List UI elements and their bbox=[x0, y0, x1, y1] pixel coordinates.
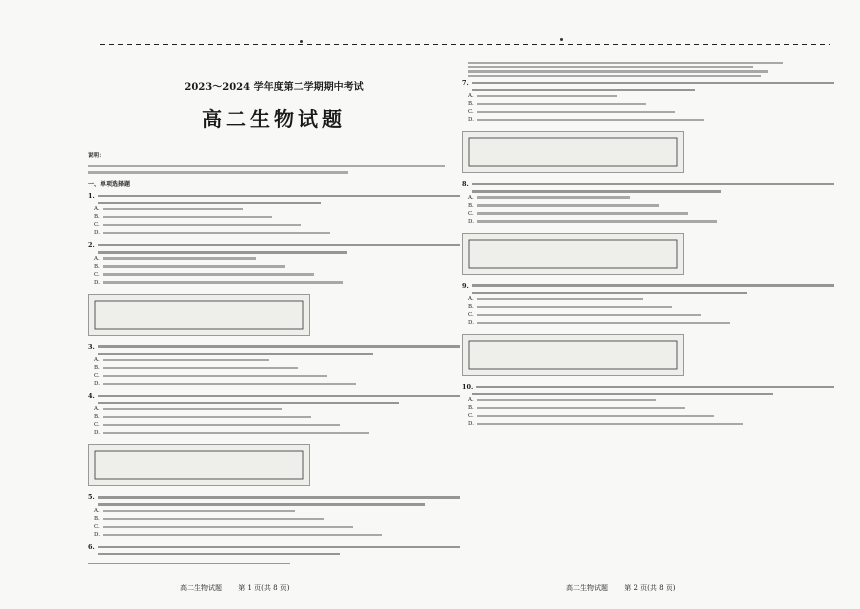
left-question-list bbox=[88, 192, 460, 555]
instructions-label: 说明： bbox=[88, 153, 105, 159]
question bbox=[88, 543, 460, 555]
option-text-unreadable bbox=[477, 212, 688, 214]
option-letter: D. bbox=[94, 531, 100, 538]
option-letter: C. bbox=[94, 271, 100, 278]
option-text-unreadable bbox=[103, 526, 353, 528]
page-title: 高二生物试题 bbox=[202, 107, 346, 131]
option-letter: D. bbox=[468, 218, 474, 225]
question-stem-unreadable bbox=[98, 244, 460, 246]
answer-option bbox=[94, 406, 460, 412]
option-text-unreadable bbox=[477, 415, 714, 417]
question-number: 3. bbox=[88, 342, 95, 351]
question bbox=[462, 180, 834, 224]
option-letter: C. bbox=[468, 413, 474, 420]
footer-right bbox=[566, 583, 690, 593]
answer-option bbox=[468, 312, 834, 318]
option-text-unreadable bbox=[477, 196, 630, 198]
school-year-header: 2023～2024 学年度第二学期期中考试 bbox=[184, 82, 364, 93]
option-text-unreadable bbox=[477, 204, 659, 206]
question-figure bbox=[462, 233, 684, 275]
option-letter: C. bbox=[468, 210, 474, 217]
answer-option bbox=[94, 256, 460, 262]
question bbox=[88, 343, 460, 387]
cell-fusion-figure bbox=[88, 563, 290, 564]
option-text-unreadable bbox=[477, 399, 656, 401]
instructions bbox=[88, 142, 460, 174]
answer-option bbox=[468, 405, 834, 411]
option-letter: A. bbox=[468, 93, 474, 100]
answer-option bbox=[468, 397, 834, 403]
option-letter: C. bbox=[468, 311, 474, 318]
option-text-unreadable bbox=[103, 383, 356, 385]
option-text-unreadable bbox=[477, 220, 717, 222]
answer-option bbox=[94, 381, 460, 387]
answer-option bbox=[468, 211, 834, 217]
option-text-unreadable bbox=[103, 510, 295, 512]
question-stem-unreadable bbox=[98, 195, 460, 197]
question bbox=[462, 383, 834, 427]
answer-option bbox=[94, 357, 460, 363]
question-figure bbox=[462, 131, 684, 173]
answer-option bbox=[468, 320, 834, 326]
option-letter: C. bbox=[468, 109, 474, 116]
answer-option bbox=[468, 117, 834, 123]
option-text-unreadable bbox=[477, 95, 617, 97]
question-stem-unreadable bbox=[98, 395, 460, 397]
answer-option bbox=[94, 532, 460, 538]
scan-speck bbox=[560, 38, 563, 41]
question bbox=[462, 282, 834, 326]
option-letter: A. bbox=[94, 507, 100, 514]
option-letter: B. bbox=[468, 405, 474, 412]
option-letter: B. bbox=[94, 214, 100, 221]
option-text-unreadable bbox=[103, 257, 256, 259]
option-text-unreadable bbox=[477, 119, 704, 121]
option-text-unreadable bbox=[477, 322, 730, 324]
question bbox=[88, 392, 460, 436]
option-letter: D. bbox=[468, 117, 474, 124]
option-letter: B. bbox=[94, 263, 100, 270]
question bbox=[88, 192, 460, 236]
option-letter: A. bbox=[468, 295, 474, 302]
footer-left bbox=[180, 583, 304, 593]
question-stem-unreadable bbox=[472, 284, 834, 286]
question-number: 7. bbox=[462, 78, 469, 87]
answer-option bbox=[94, 373, 460, 379]
option-letter: C. bbox=[94, 372, 100, 379]
answer-option bbox=[468, 101, 834, 107]
footer-subject: 高二生物试题 bbox=[180, 584, 222, 592]
question-number: 4. bbox=[88, 391, 95, 400]
top-dashed-rule bbox=[100, 44, 830, 45]
option-letter: C. bbox=[94, 422, 100, 429]
right-column bbox=[462, 60, 834, 560]
footer-subject: 高二生物试题 bbox=[566, 584, 608, 592]
option-text-unreadable bbox=[477, 111, 675, 113]
answer-option bbox=[94, 365, 460, 371]
answer-option bbox=[94, 430, 460, 436]
option-letter: B. bbox=[468, 303, 474, 310]
option-text-unreadable bbox=[103, 273, 314, 275]
question-figure bbox=[88, 444, 310, 486]
answer-option bbox=[94, 222, 460, 228]
answer-option bbox=[94, 230, 460, 236]
answer-option bbox=[94, 280, 460, 286]
option-text-unreadable bbox=[477, 423, 743, 425]
option-text-unreadable bbox=[103, 375, 327, 377]
option-text-unreadable bbox=[103, 367, 298, 369]
option-text-unreadable bbox=[103, 424, 340, 426]
answer-option bbox=[94, 206, 460, 212]
answer-option bbox=[468, 109, 834, 115]
option-letter: D. bbox=[94, 230, 100, 237]
option-letter: C. bbox=[94, 222, 100, 229]
question bbox=[88, 241, 460, 285]
footer-page-number: 第 1 页(共 8 页) bbox=[238, 584, 290, 592]
option-text-unreadable bbox=[477, 103, 646, 105]
option-text-unreadable bbox=[103, 408, 282, 410]
footer-page-number: 第 2 页(共 8 页) bbox=[624, 584, 676, 592]
answer-option bbox=[468, 296, 834, 302]
option-text-unreadable bbox=[477, 306, 672, 308]
scan-speck bbox=[300, 40, 303, 43]
question-number: 1. bbox=[88, 191, 95, 200]
option-letter: D. bbox=[94, 380, 100, 387]
answer-option bbox=[468, 203, 834, 209]
option-letter: A. bbox=[468, 194, 474, 201]
answer-option bbox=[94, 414, 460, 420]
answer-option bbox=[94, 272, 460, 278]
option-letter: B. bbox=[468, 101, 474, 108]
option-letter: B. bbox=[94, 414, 100, 421]
answer-option bbox=[94, 422, 460, 428]
question-stem-unreadable bbox=[98, 546, 460, 548]
question-number: 6. bbox=[88, 542, 95, 551]
question-stem-unreadable bbox=[98, 345, 460, 347]
option-text-unreadable bbox=[103, 518, 324, 520]
option-text-unreadable bbox=[103, 432, 369, 434]
question-figure bbox=[462, 334, 684, 376]
option-letter: B. bbox=[94, 364, 100, 371]
question-stem-unreadable bbox=[98, 496, 460, 498]
option-text-unreadable bbox=[103, 216, 272, 218]
answer-option bbox=[94, 264, 460, 270]
question-number: 9. bbox=[462, 281, 469, 290]
option-letter: D. bbox=[94, 430, 100, 437]
question-figure bbox=[88, 294, 310, 336]
option-text-unreadable bbox=[103, 232, 330, 234]
option-text-unreadable bbox=[103, 534, 382, 536]
question-number: 2. bbox=[88, 241, 95, 250]
option-letter: B. bbox=[468, 202, 474, 209]
option-text-unreadable bbox=[103, 281, 343, 283]
section-title: 一、单项选择题 bbox=[88, 180, 131, 188]
option-letter: C. bbox=[94, 523, 100, 530]
option-text-unreadable bbox=[103, 224, 301, 226]
right-question-list bbox=[462, 79, 834, 428]
option-letter: A. bbox=[94, 255, 100, 262]
question-number: 5. bbox=[88, 493, 95, 502]
option-letter: D. bbox=[468, 421, 474, 428]
answer-option bbox=[94, 524, 460, 530]
question-stem-unreadable bbox=[472, 183, 834, 185]
question bbox=[462, 79, 834, 123]
answer-option bbox=[468, 219, 834, 225]
answer-option bbox=[468, 413, 834, 419]
answer-option bbox=[468, 421, 834, 427]
option-text-unreadable bbox=[103, 359, 269, 361]
option-text-unreadable bbox=[103, 416, 311, 418]
question-stem-unreadable bbox=[472, 82, 834, 84]
option-text-unreadable bbox=[477, 298, 643, 300]
left-column bbox=[88, 64, 460, 564]
option-text-unreadable bbox=[103, 265, 285, 267]
option-letter: B. bbox=[94, 515, 100, 522]
answer-option bbox=[94, 516, 460, 522]
option-text-unreadable bbox=[477, 407, 685, 409]
option-letter: A. bbox=[94, 206, 100, 213]
answer-option bbox=[94, 214, 460, 220]
answer-option bbox=[94, 508, 460, 514]
question-number: 8. bbox=[462, 180, 469, 189]
option-letter: A. bbox=[468, 397, 474, 404]
option-letter: D. bbox=[468, 319, 474, 326]
answer-option bbox=[468, 195, 834, 201]
option-letter: A. bbox=[94, 406, 100, 413]
question bbox=[88, 493, 460, 537]
question-stem-unreadable bbox=[476, 386, 834, 388]
answer-option bbox=[468, 93, 834, 99]
option-text-unreadable bbox=[477, 314, 701, 316]
option-text-unreadable bbox=[103, 208, 243, 210]
option-letter: D. bbox=[94, 279, 100, 286]
option-letter: A. bbox=[94, 356, 100, 363]
answer-option bbox=[468, 304, 834, 310]
question-number: 10. bbox=[462, 382, 474, 391]
